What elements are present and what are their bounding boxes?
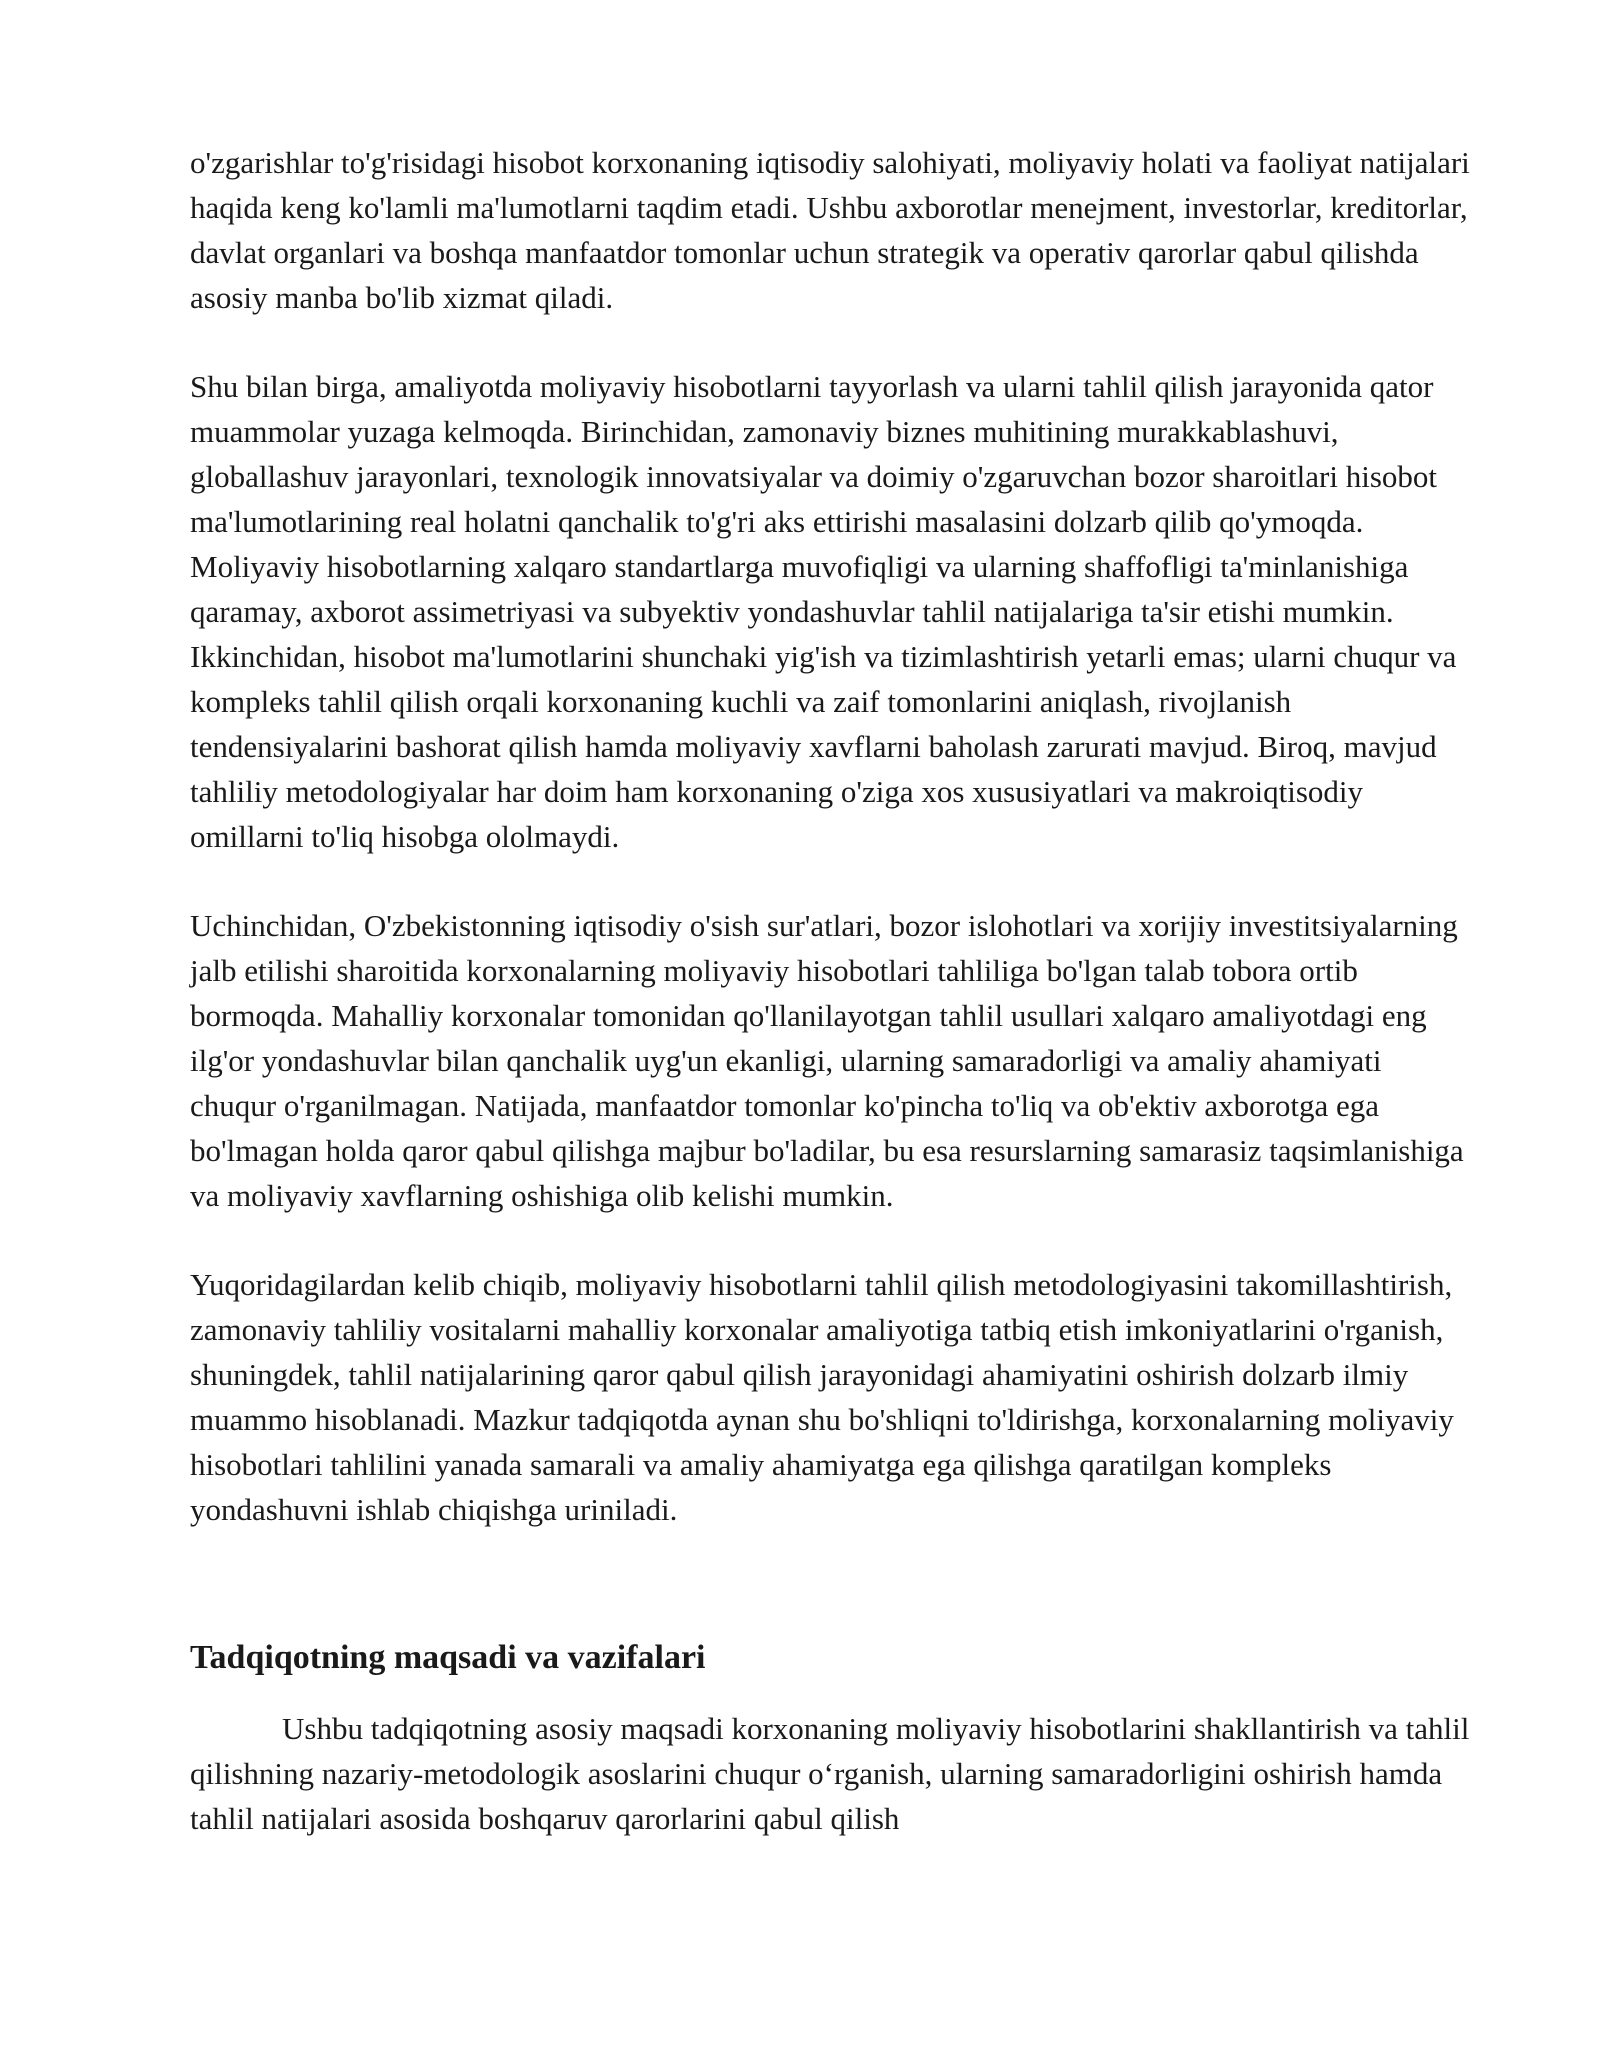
- paragraph-3: Uchinchidan, O'zbekistonning iqtisodiy o'sish sur'atlari, bozor islohotlari va xorijiy investitsiyalarning jalb etilishi sharoitida korxonalarning moliyaviy hisobotlari tahliliga bo'lgan talab tobora ortib bormoqda. Mahalliy korxonalar tomonidan qo'llanilayotgan tahlil usullari xalqaro amaliyotdagi eng ilg'or yondashuvlar bilan qanchalik uyg'un ekanligi, ularning samaradorligi va amaliy ahamiyati chuqur o'rganilmagan. Natijada, manfaatdor tomonlar ko'pincha to'liq va ob'ektiv axborotga ega bo'lmagan holda qaror qabul qilishga majbur bo'ladilar, bu esa resurslarning samarasiz taqsimlanishiga va moliyaviy xavflarning oshishiga olib kelishi mumkin.: [190, 908, 1464, 1213]
- paragraph-4: Yuqoridagilardan kelib chiqib, moliyaviy hisobotlarni tahlil qilish metodologiyasini takomillashtirish, zamonaviy tahliliy vositalarni mahalliy korxonalar amaliyotiga tatbiq etish imkoniyatlarini o'rganish, shuningdek, tahlil natijalarining qaror qabul qilish jarayonidagi ahamiyatini oshirish dolzarb ilmiy muammo hisoblanadi. Mazkur tadqiqotda aynan shu bo'shliqni to'ldirishga, korxonalarning moliyaviy hisobotlari tahlilini yanada samarali va amaliy ahamiyatga ega qilishga qaratilgan kompleks yondashuvni ishlab chiqishga uriniladi.: [190, 1267, 1454, 1527]
- document-body: [190, 140, 1470, 1841]
- section-heading: Tadqiqotning maqsadi va vazifalari: [190, 1639, 706, 1676]
- paragraph-1: o'zgarishlar to'g'risidagi hisobot korxonaning iqtisodiy salohiyati, moliyaviy holati va faoliyat natijalari haqida keng ko'lamli ma'lumotlarni taqdim etadi. Ushbu axborotlar menejment, investorlar, kreditorlar, davlat organlari va boshqa manfaatdor tomonlar uchun strategik va operativ qarorlar qabul qilishda asosiy manba bo'lib xizmat qiladi.: [190, 145, 1470, 315]
- paragraph-2: Shu bilan birga, amaliyotda moliyaviy hisobotlarni tayyorlash va ularni tahlil qilish jarayonida qator muammolar yuzaga kelmoqda. Birinchidan, zamonaviy biznes muhitining murakkablashuvi, globallashuv jarayonlari, texnologik innovatsiyalar va doimiy o'zgaruvchan bozor sharoitlari hisobot ma'lumotlarining real holatni qanchalik to'g'ri aks ettirishi masalasini dolzarb qilib qo'ymoqda. Moliyaviy hisobotlarning xalqaro standartlarga muvofiqligi va ularning shaffofligi ta'minlanishiga qaramay, axborot assimetriyasi va subyektiv yondashuvlar tahlil natijalariga ta'sir etishi mumkin. Ikkinchidan, hisobot ma'lumotlarini shunchaki yig'ish va tizimlashtirish yetarli emas; ularni chuqur va kompleks tahlil qilish orqali korxonaning kuchli va zaif tomonlarini aniqlash, rivojlanish tendensiyalarini bashorat qilish hamda moliyaviy xavflarni baholash zarurati mavjud. Biroq, mavjud tahliliy metodologiyalar har doim ham korxonaning o'ziga xos xususiyatlari va makroiqtisodiy omillarni to'liq hisobga ololmaydi.: [190, 369, 1457, 854]
- paragraph-5: Ushbu tadqiqotning asosiy maqsadi korxonaning moliyaviy hisobotlarini shakllantirish va tahlil qilishning nazariy-metodologik asoslarini chuqur o‘rganish, ularning samaradorligini oshirish hamda tahlil natijalari asosida boshqaruv qarorlarini qabul qilish: [190, 1711, 1470, 1836]
